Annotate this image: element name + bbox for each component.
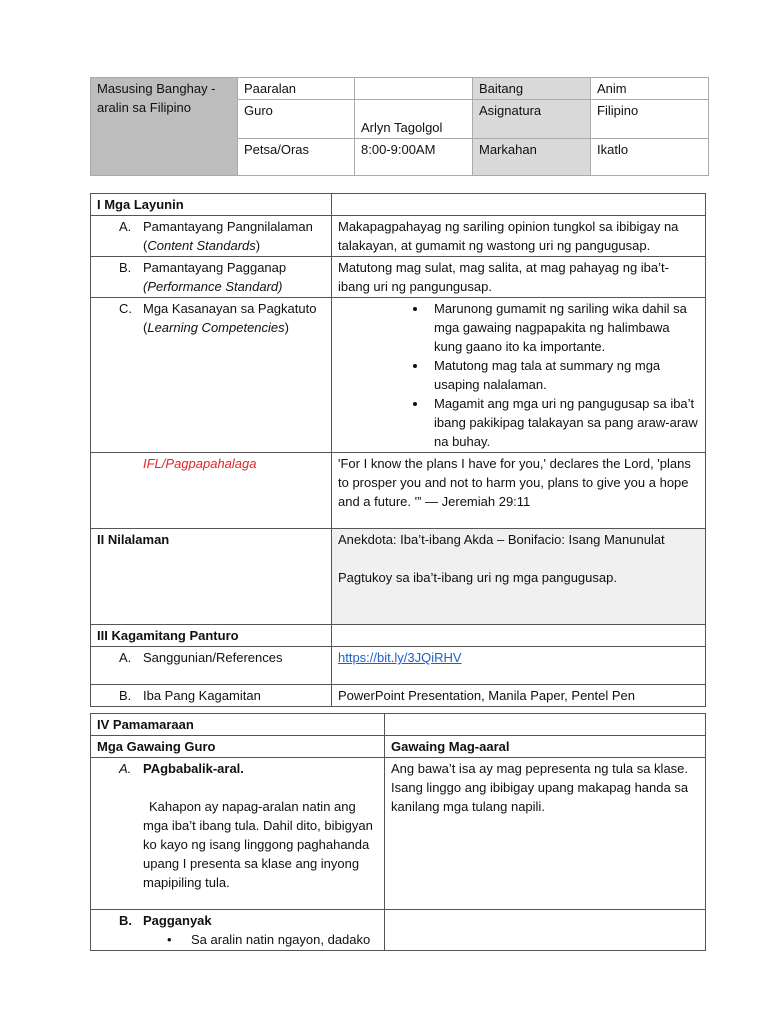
references-link[interactable]: https://bit.ly/3JQiRHV	[338, 650, 462, 665]
school-label: Paaralan	[238, 78, 355, 100]
item-letter: B.	[119, 913, 132, 928]
list-item: • Magamit ang mga uri ng pangugusap sa iba’t ibang pakikipag talakayan sa pang araw-araw na buhay.	[428, 394, 699, 451]
lesson-plan-title: Masusing Banghay -aralin sa Filipino	[91, 78, 238, 176]
ifl-value: 'For I know the plans I have for you,' declares the Lord, 'plans to prosper you and not to harm you, plans to give you a hope and a future. '” — Jeremiah 29:11	[332, 453, 706, 529]
list-item: • Matutong mag tala at summary ng mga usaping nalalaman.	[428, 356, 699, 394]
teacher-activities-heading: Mga Gawaing Guro	[91, 736, 385, 758]
learning-competencies-value	[332, 298, 706, 453]
motivation-cell	[91, 910, 385, 951]
paren: )	[255, 238, 261, 253]
empty-cell	[332, 194, 706, 216]
objectives-table	[90, 193, 706, 707]
content-standards-value: Makapagpahayag ng sariling opinion tungkol sa ibibigay na talakayan, at gumamit ng wastong uri ng pangugusap.	[332, 216, 706, 257]
item-letter: A.	[119, 761, 132, 776]
empty-cell	[332, 625, 706, 647]
learning-competencies-english: Learning Competencies	[147, 320, 285, 335]
teacher-value: Arlyn Tagolgol	[355, 100, 473, 139]
competencies-list	[338, 299, 699, 451]
review-text: Kahapon ay napag-aralan natin ang mga iba’t ibang tula. Dahil dito, bibigyan ko kayo ng isang linggong paghahanda upang I presenta sa klase ang inyong mapipiling tula.	[143, 799, 373, 890]
empty-cell	[385, 714, 706, 736]
content-standards-english: Content Standards	[147, 238, 256, 253]
motivation-bullet	[97, 930, 378, 949]
ifl-cell	[91, 453, 332, 529]
performance-standard-cell	[91, 257, 332, 298]
review-student-value: Ang bawa’t isa ay mag pepresenta ng tula sa klase. Isang linggo ang ibibigay upang makapag handa sa kanilang mga tulang napili.	[385, 758, 706, 910]
paren: )	[284, 320, 289, 335]
empty-cell	[385, 910, 706, 951]
item-letter: B.	[119, 260, 132, 275]
procedure-table	[90, 713, 706, 951]
ifl-label: IFL/Pagpapahalaga	[143, 456, 257, 471]
quarter-value: Ikatlo	[591, 139, 709, 176]
performance-standard-english: (Performance Standard)	[143, 279, 283, 294]
content-standards-label: Pamantayang Pangnilalaman	[143, 219, 313, 234]
list-item: • Marunong gumamit ng sariling wika dahil sa mga gawaing nagpapakita ng halimbawa kung gaano ito ka importante.	[428, 299, 699, 356]
content-line-2: Pagtukoy sa iba’t-ibang uri ng mga pangugusap.	[338, 570, 617, 585]
content-heading: II Nilalaman	[91, 529, 332, 625]
subject-label: Asignatura	[473, 100, 591, 139]
date-time-label: Petsa/Oras	[238, 139, 355, 176]
other-materials-cell	[91, 685, 332, 707]
item-letter: A.	[119, 650, 132, 665]
paren: (	[143, 320, 148, 335]
references-cell	[91, 647, 332, 685]
materials-heading: III Kagamitang Panturo	[91, 625, 332, 647]
content-standards-cell	[91, 216, 332, 257]
review-title: PAgbabalik-aral.	[143, 761, 244, 776]
content-value	[332, 529, 706, 625]
student-activities-heading: Gawaing Mag-aaral	[385, 736, 706, 758]
grade-value: Anim	[591, 78, 709, 100]
quarter-label: Markahan	[473, 139, 591, 176]
grade-label: Baitang	[473, 78, 591, 100]
item-letter: C.	[119, 301, 132, 316]
teacher-label: Guro	[238, 100, 355, 139]
item-letter: A.	[119, 219, 132, 234]
item-letter: B.	[119, 688, 132, 703]
content-line-1: Anekdota: Iba’t-ibang Akda – Bonifacio: Isang Manunulat	[338, 532, 665, 547]
other-materials-label: Iba Pang Kagamitan	[143, 688, 261, 703]
performance-standard-value: Matutong mag sulat, mag salita, at mag pahayag ng iba’t-ibang uri ng pangungusap.	[332, 257, 706, 298]
procedure-heading: IV Pamamaraan	[91, 714, 385, 736]
review-cell	[91, 758, 385, 910]
subject-value: Filipino	[591, 100, 709, 139]
learning-competencies-label: Mga Kasanayan sa Pagkatuto	[143, 301, 317, 316]
references-value	[332, 647, 706, 685]
motivation-bullet-text: Sa aralin natin ngayon, dadako	[191, 932, 371, 947]
objectives-heading: I Mga Layunin	[91, 194, 332, 216]
bullet-icon: •	[167, 932, 172, 947]
other-materials-value: PowerPoint Presentation, Manila Paper, Pentel Pen	[332, 685, 706, 707]
paren: (	[143, 238, 148, 253]
performance-standard-label: Pamantayang Pagganap	[143, 260, 287, 275]
school-value	[355, 78, 473, 100]
references-label: Sanggunian/References	[143, 650, 283, 665]
learning-competencies-cell	[91, 298, 332, 453]
header-table	[90, 77, 709, 176]
date-time-value: 8:00-9:00AM	[355, 139, 473, 176]
motivation-title: Pagganyak	[143, 913, 212, 928]
